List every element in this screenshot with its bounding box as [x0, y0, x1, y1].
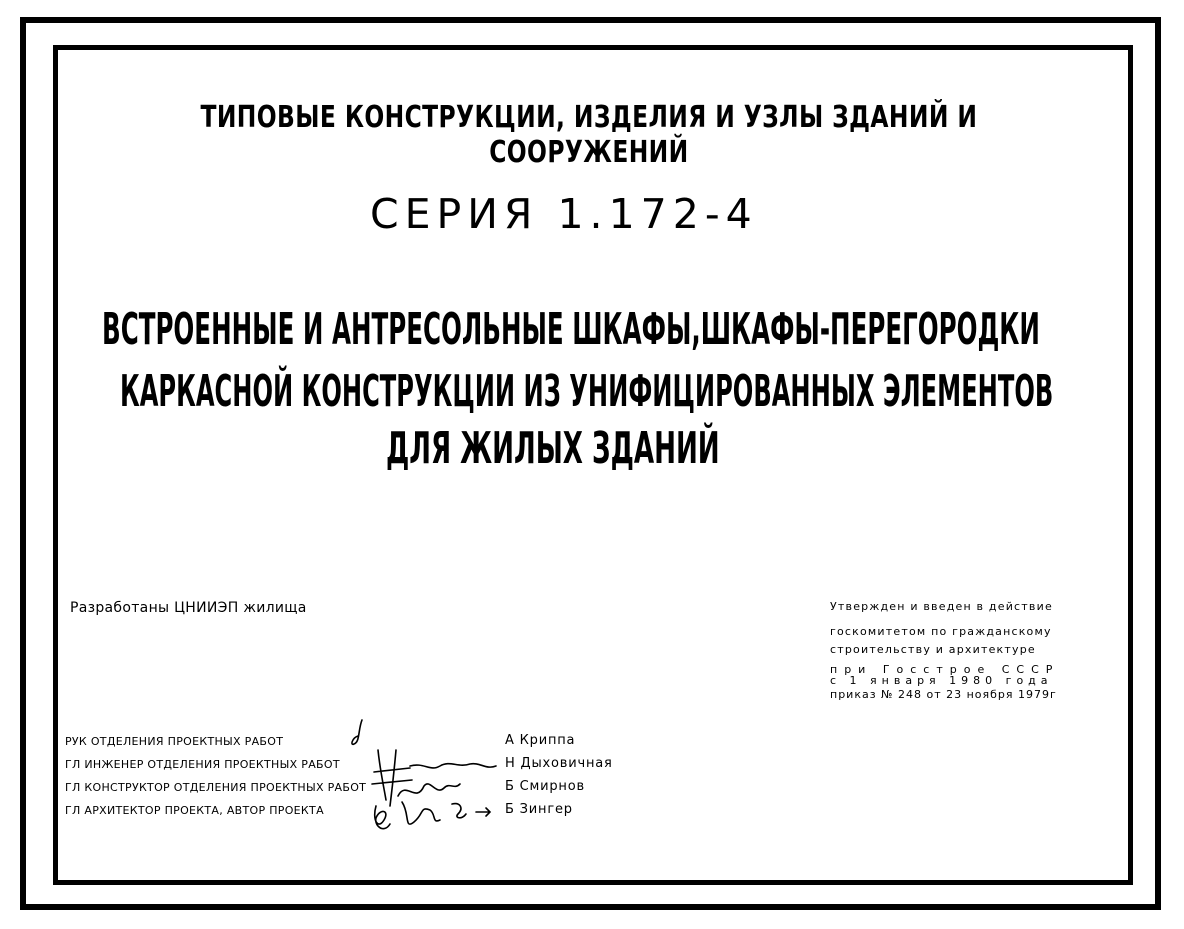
staff-role-4: ГЛ АРХИТЕКТОР ПРОЕКТА, АВТОР ПРОЕКТА [65, 804, 324, 817]
staff-role-1: РУК ОТДЕЛЕНИЯ ПРОЕКТНЫХ РАБОТ [65, 735, 284, 748]
signature-stroke-2 [372, 750, 412, 806]
developer-text: Разработаны ЦНИИЭП жилища [70, 600, 307, 616]
title-line-3-text: ДЛЯ ЖИЛЫХ ЗДАНИЙ [386, 423, 720, 474]
staff-role-3: ГЛ КОНСТРУКТОР ОТДЕЛЕНИЯ ПРОЕКТНЫХ РАБОТ [65, 781, 367, 794]
signature-stroke-3 [410, 764, 496, 768]
staff-name-4: Б Зингер [505, 802, 573, 817]
approval-line-2: госкомитетом по гражданскому [830, 625, 1052, 638]
signature-stroke-1 [352, 720, 362, 744]
signature-stroke-6 [402, 802, 440, 824]
series-number: СЕРИЯ 1.172-4 [370, 190, 758, 238]
approval-line-1: Утвержден и введен в действие [830, 600, 1053, 613]
staff-role-2: ГЛ ИНЖЕНЕР ОТДЕЛЕНИЯ ПРОЕКТНЫХ РАБОТ [65, 758, 340, 771]
approval-line-6: приказ № 248 от 23 ноября 1979г [830, 688, 1057, 701]
signature-stroke-7 [452, 804, 466, 818]
signature-stroke-5 [375, 806, 390, 829]
approval-line-5: с 1 января 1980 года [830, 674, 1053, 687]
signature-stroke-4 [398, 784, 460, 796]
title-line-1-text: ВСТРОЕННЫЕ И АНТРЕСОЛЬНЫЕ ШКАФЫ,ШКАФЫ-ПЕРЕГОРОДКИ [102, 304, 1040, 355]
staff-name-2: Н Дыховичная [505, 756, 613, 771]
category-heading: ТИПОВЫЕ КОНСТРУКЦИИ, ИЗДЕЛИЯ И УЗЛЫ ЗДАНИЙ И СООРУЖЕНИЙ [200, 100, 978, 170]
arrow-stroke [476, 808, 490, 816]
title-line-2-text: КАРКАСНОЙ КОНСТРУКЦИИ ИЗ УНИФИЦИРОВАННЫХ ЭЛЕМЕНТОВ [120, 366, 1054, 417]
staff-name-3: Б Смирнов [505, 779, 585, 794]
approval-line-3: строительству и архитектуре [830, 643, 1036, 656]
staff-name-1: А Криппа [505, 733, 576, 748]
handwritten-signatures [340, 710, 510, 850]
approval-line-4: при Госстрое СССР [830, 663, 1060, 676]
